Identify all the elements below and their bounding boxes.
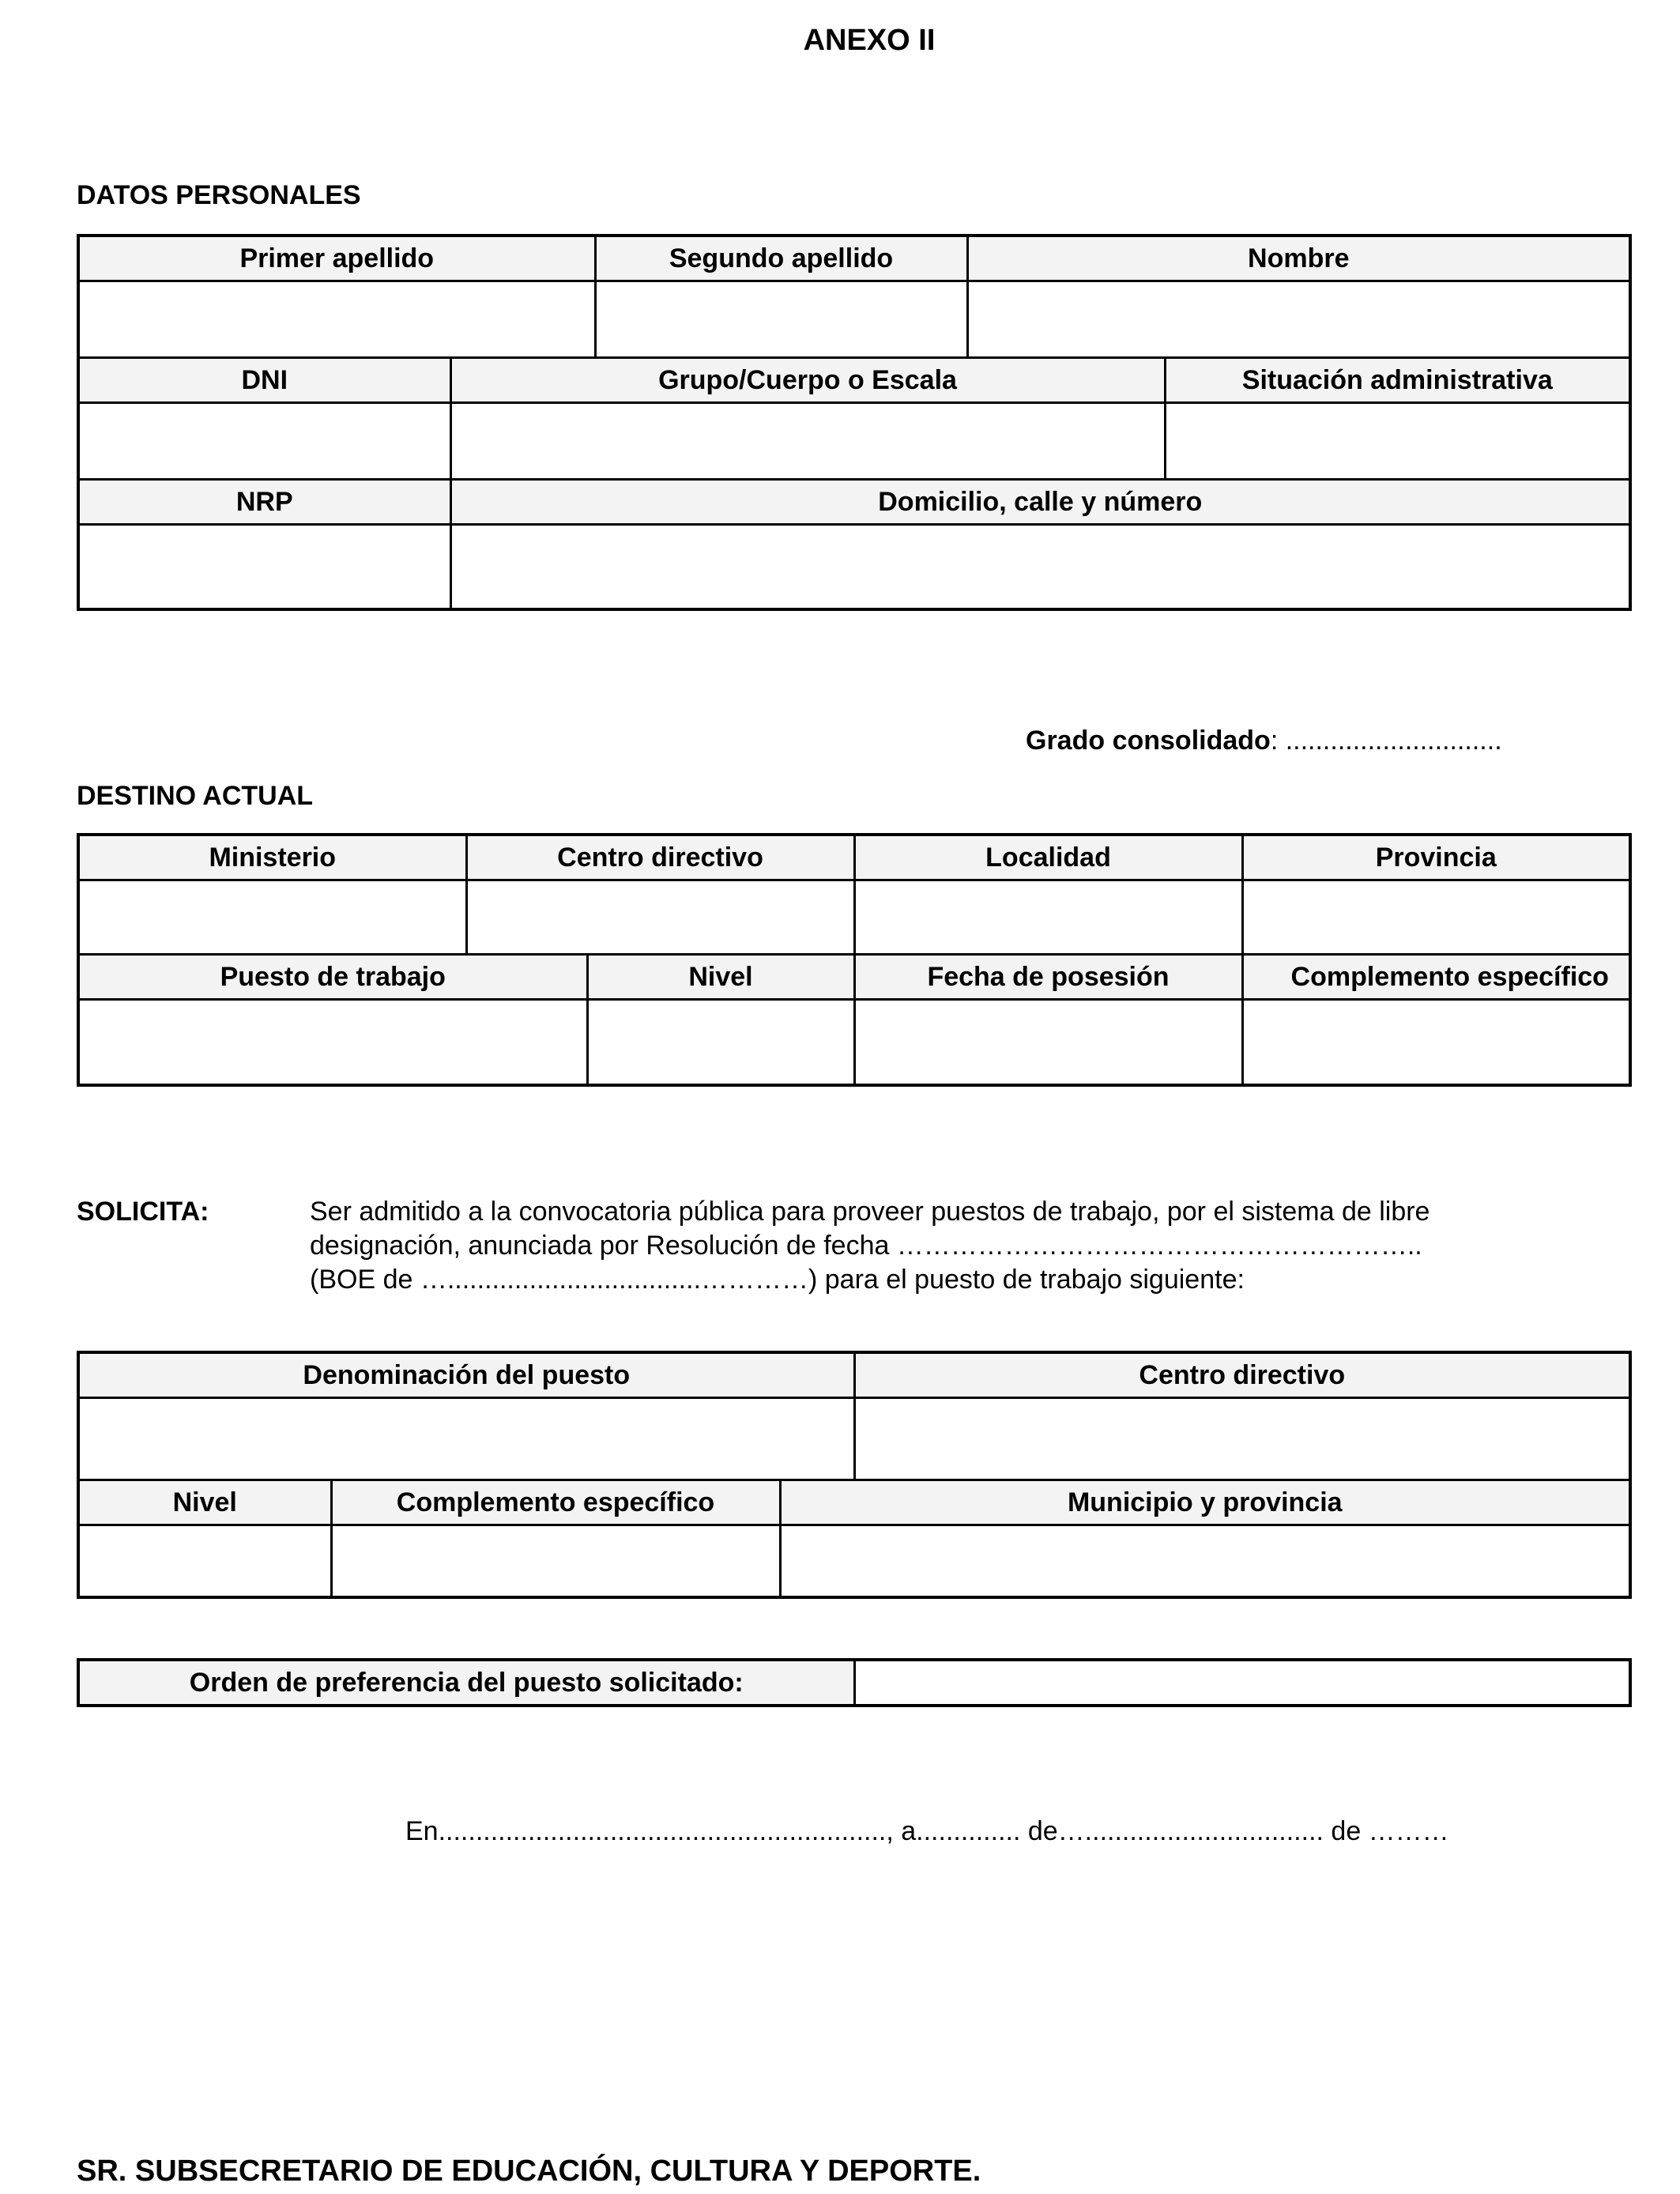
grado-consolidado-label: Grado consolidado: [1026, 726, 1271, 756]
nivel-actual-input[interactable]: [589, 1030, 853, 1057]
field-complemento-especifico-solicitado[interactable]: [331, 1525, 780, 1597]
dni-input[interactable]: [80, 429, 450, 456]
header-centro-directivo-solicitado: Centro directivo: [854, 1352, 1630, 1398]
solicita-paragraph: [310, 1195, 1547, 1297]
field-fecha-de-posesion[interactable]: [854, 1000, 1242, 1085]
denominacion-del-puesto-input[interactable]: [80, 1427, 853, 1453]
field-denominacion-del-puesto[interactable]: [78, 1398, 854, 1480]
solicita-line-2: designación, anunciada por Resolución de fecha …………………………………………………..: [310, 1231, 1422, 1261]
field-ministerio[interactable]: [78, 880, 466, 955]
header-domicilio: Domicilio, calle y número: [450, 480, 1630, 525]
header-complemento-especifico-solicitado: Complemento específico: [331, 1480, 780, 1525]
destinatario-footer: SR. SUBSECRETARIO DE EDUCACIÓN, CULTURA Y DEPORTE.: [77, 2154, 981, 2188]
primer-apellido-input[interactable]: [80, 307, 594, 334]
field-domicilio[interactable]: [450, 525, 1630, 609]
situacion-administrativa-input[interactable]: [1166, 429, 1629, 456]
centro-directivo-actual-input[interactable]: [468, 905, 853, 932]
field-primer-apellido[interactable]: [78, 281, 595, 358]
header-centro-directivo-actual: Centro directivo: [466, 835, 854, 880]
header-complemento-especifico-actual: Complemento específico: [1242, 955, 1630, 1000]
header-provincia: Provincia: [1242, 835, 1630, 880]
grado-consolidado-dots: : .............................: [1270, 726, 1502, 756]
orden-preferencia-table: [77, 1658, 1632, 1707]
field-puesto-de-trabajo[interactable]: [78, 1000, 587, 1085]
centro-directivo-solicitado-input[interactable]: [856, 1427, 1629, 1453]
field-complemento-especifico-actual[interactable]: [1242, 1000, 1630, 1085]
provincia-input[interactable]: [1244, 905, 1629, 932]
field-nivel-actual[interactable]: [587, 1000, 854, 1085]
field-centro-directivo-solicitado[interactable]: [854, 1398, 1630, 1480]
header-localidad: Localidad: [854, 835, 1242, 880]
grado-consolidado-line: [1026, 726, 1502, 756]
field-municipio-y-provincia[interactable]: [780, 1525, 1630, 1597]
field-nivel-solicitado[interactable]: [78, 1525, 331, 1597]
lugar-fecha-line: En............................................................, a.............. de…................................ de ………: [405, 1816, 1449, 1846]
solicita-line-1: Ser admitido a la convocatoria pública para proveer puestos de trabajo, por el sistema de libre: [310, 1197, 1430, 1227]
ministerio-input[interactable]: [80, 905, 465, 932]
header-nombre: Nombre: [967, 236, 1630, 281]
section-heading-destino-actual: DESTINO ACTUAL: [77, 781, 314, 811]
complemento-especifico-solicitado-input[interactable]: [333, 1548, 779, 1575]
header-nrp: NRP: [78, 480, 450, 525]
grupo-cuerpo-escala-input[interactable]: [452, 429, 1164, 456]
header-municipio-y-provincia: Municipio y provincia: [780, 1480, 1630, 1525]
header-grupo-cuerpo-escala: Grupo/Cuerpo o Escala: [450, 358, 1165, 403]
orden-preferencia-label: Orden de preferencia del puesto solicitado:: [78, 1660, 854, 1706]
nivel-solicitado-input[interactable]: [80, 1548, 330, 1575]
domicilio-input[interactable]: [452, 554, 1629, 581]
nrp-input[interactable]: [80, 554, 450, 581]
solicita-line-3: (BOE de …..................................…………) para el puesto de trabajo siguiente:: [310, 1265, 1245, 1295]
destino-actual-table: [77, 833, 1632, 1087]
header-fecha-de-posesion: Fecha de posesión: [854, 955, 1242, 1000]
field-provincia[interactable]: [1242, 880, 1630, 955]
localidad-input[interactable]: [856, 905, 1241, 932]
page-title: ANEXO II: [803, 24, 936, 57]
header-nivel-solicitado: Nivel: [78, 1480, 331, 1525]
field-grupo-cuerpo-escala[interactable]: [450, 403, 1165, 480]
orden-preferencia-input[interactable]: [856, 1671, 1629, 1698]
datos-personales-table: [77, 234, 1632, 611]
section-heading-datos-personales: DATOS PERSONALES: [77, 180, 361, 210]
field-situacion-administrativa[interactable]: [1165, 403, 1630, 480]
field-centro-directivo-actual[interactable]: [466, 880, 854, 955]
header-denominacion-del-puesto: Denominación del puesto: [78, 1352, 854, 1398]
complemento-especifico-actual-input[interactable]: [1244, 1030, 1629, 1057]
header-nivel-actual: Nivel: [587, 955, 854, 1000]
puesto-solicitado-table: [77, 1351, 1632, 1599]
header-dni: DNI: [78, 358, 450, 403]
header-ministerio: Ministerio: [78, 835, 466, 880]
header-segundo-apellido: Segundo apellido: [595, 236, 967, 281]
segundo-apellido-input[interactable]: [597, 307, 966, 334]
nombre-input[interactable]: [969, 307, 1629, 334]
header-situacion-administrativa: Situación administrativa: [1165, 358, 1630, 403]
fecha-de-posesion-input[interactable]: [856, 1030, 1241, 1057]
header-primer-apellido: Primer apellido: [78, 236, 595, 281]
field-segundo-apellido[interactable]: [595, 281, 967, 358]
field-nombre[interactable]: [967, 281, 1630, 358]
puesto-de-trabajo-input[interactable]: [80, 1030, 586, 1057]
solicita-label: SOLICITA:: [77, 1197, 209, 1227]
field-localidad[interactable]: [854, 880, 1242, 955]
municipio-y-provincia-input[interactable]: [782, 1548, 1629, 1575]
field-dni[interactable]: [78, 403, 450, 480]
field-nrp[interactable]: [78, 525, 450, 609]
field-orden-preferencia[interactable]: [854, 1660, 1630, 1706]
header-puesto-de-trabajo: Puesto de trabajo: [78, 955, 587, 1000]
